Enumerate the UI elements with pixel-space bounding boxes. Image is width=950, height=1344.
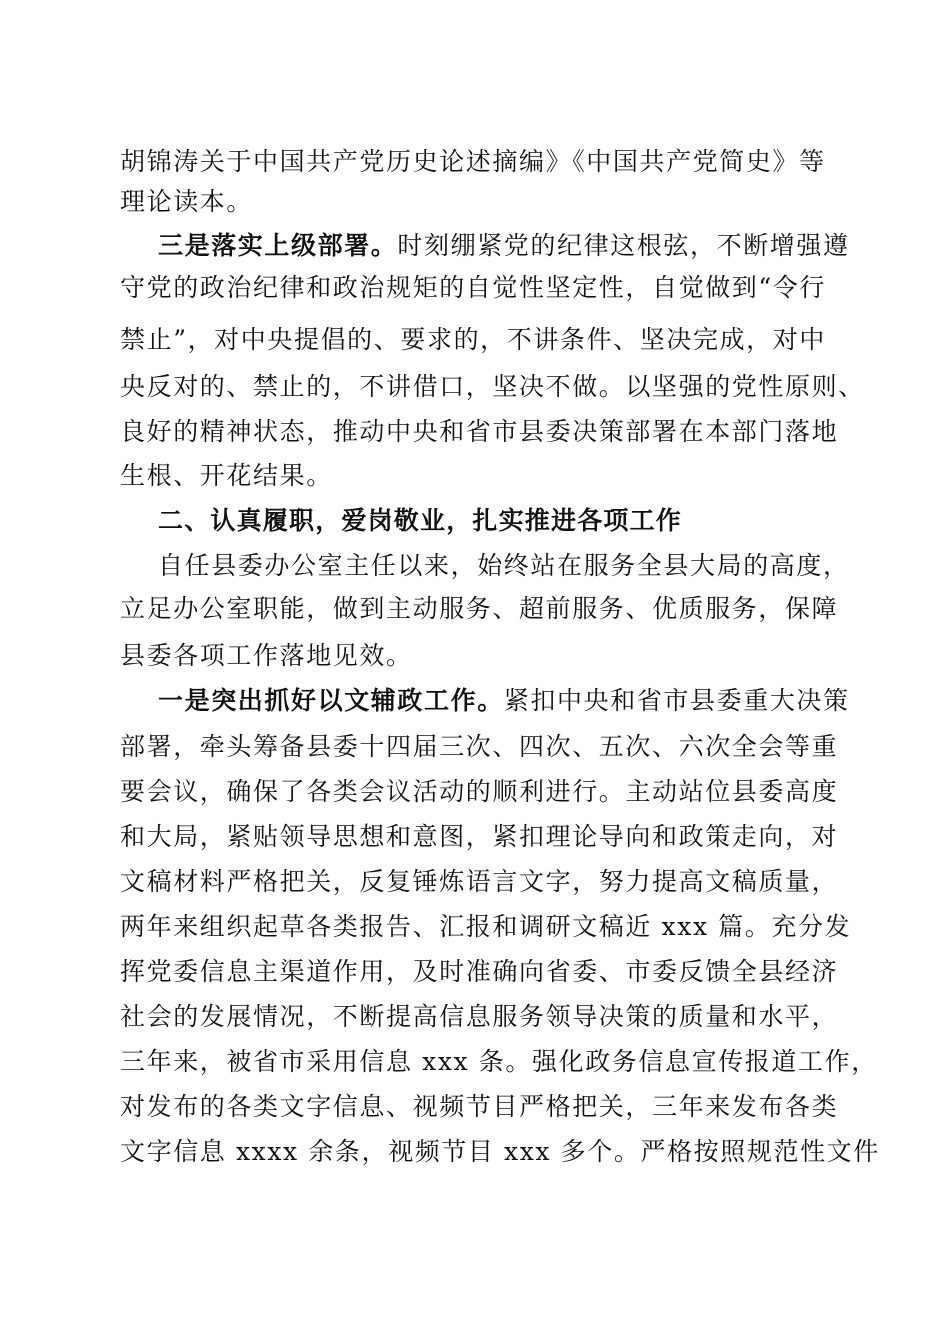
paragraph-start-line: [158, 226, 878, 266]
body-line-22: [120, 1087, 840, 1127]
body-line-6: [120, 367, 865, 407]
line-text: 守党的政治纪律和政治规矩的自觉性坚定性，自觉做到“令行: [120, 273, 826, 302]
line-text: 县委各项工作落地见效。: [120, 641, 413, 670]
body-line-5: [120, 320, 840, 360]
line-text: 时刻绷紧党的纪律这根弦，不断增强遵: [397, 231, 850, 260]
line-text: 社会的发展情况，不断提高信息服务领导决策的质量和水平，: [120, 1002, 839, 1031]
body-line-17: [120, 862, 840, 902]
paragraph-lead-bold: 一是突出抓好以文辅政工作。: [158, 686, 504, 715]
body-line-7: [120, 412, 840, 452]
line-text: 禁止”，对中央提倡的、要求的，不讲条件、坚决完成，对中: [120, 325, 826, 354]
paragraph-start-line: [158, 681, 878, 721]
body-line-1: [120, 142, 840, 182]
line-text: 自任县委办公室主任以来，始终站在服务全县大局的高度，: [158, 551, 850, 580]
body-line-21: [120, 1042, 878, 1082]
body-line-23: [120, 1132, 880, 1172]
line-text: 部署，牵头筹备县委十四届三次、四次、五次、六次全会等重: [120, 732, 839, 761]
body-line-4: [120, 268, 840, 308]
body-line-16: [120, 817, 840, 857]
paragraph-lead-bold: 三是落实上级部署。: [158, 231, 398, 260]
line-text: 央反对的、禁止的，不讲借口，坚决不做。以坚强的党性原则、: [120, 372, 865, 401]
body-line-8: [120, 456, 840, 496]
line-text: 胡锦涛关于中国共产党历史论述摘编》《中国共产党简史》等: [120, 147, 826, 176]
body-line-11: [120, 589, 840, 629]
line-text: 两年来组织起草各类报告、汇报和调研文稿近 xxx 篇。充分发: [120, 912, 852, 941]
line-text: 紧扣中央和省市县委重大决策: [503, 686, 850, 715]
line-text: 良好的精神状态，推动中央和省市县委决策部署在本部门落地: [120, 417, 839, 446]
line-text: 文稿材料严格把关，反复锤炼语言文字，努力提高文稿质量，: [120, 867, 839, 896]
body-line-19: [120, 952, 840, 992]
line-text: 对发布的各类文字信息、视频节目严格把关，三年来发布各类: [120, 1092, 839, 1121]
line-text: 要会议，确保了各类会议活动的顺利进行。主动站位县委高度: [120, 777, 839, 806]
body-line-12: [120, 636, 840, 676]
body-line-14: [120, 727, 840, 767]
section-heading-text: 二、认真履职，爱岗敬业，扎实推进各项工作: [158, 506, 683, 535]
body-line-20: [120, 997, 840, 1037]
body-line-2: [120, 182, 840, 222]
paragraph-start-line: [158, 546, 878, 586]
line-text: 和大局，紧贴领导思想和意图，紧扣理论导向和政策走向，对: [120, 822, 839, 851]
line-text: 理论读本。: [120, 187, 254, 216]
line-text: 挥党委信息主渠道作用，及时准确向省委、市委反馈全县经济: [120, 957, 839, 986]
line-text: 生根、开花结果。: [120, 461, 333, 490]
section-heading: [158, 501, 878, 541]
line-text: 文字信息 xxxx 余条，视频节目 xxx 多个。严格按照规范性文件: [120, 1137, 880, 1166]
line-text: 立足办公室职能，做到主动服务、超前服务、优质服务，保障: [120, 594, 839, 623]
body-line-18: [120, 907, 852, 947]
line-text: 三年来，被省市采用信息 xxx 条。强化政务信息宣传报道工作，: [120, 1047, 878, 1076]
body-line-15: [120, 772, 840, 812]
